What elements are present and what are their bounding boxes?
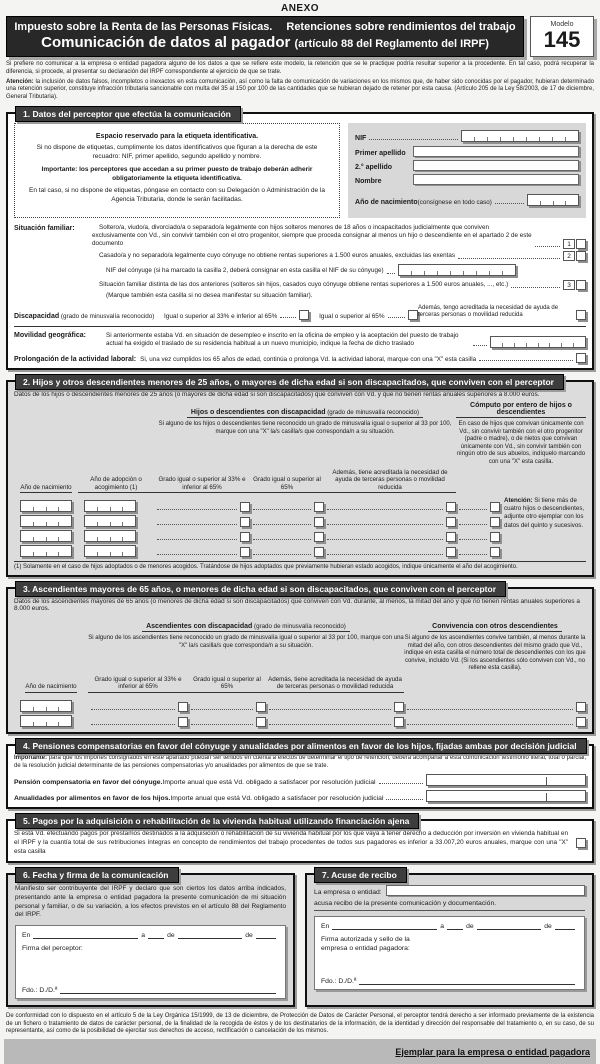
casilla-3-checkbox[interactable]	[576, 280, 586, 290]
apellido2-label: 2.° apellido	[355, 163, 393, 171]
hijo1-computo-checkbox[interactable]	[490, 502, 500, 512]
anio-input[interactable]	[256, 938, 276, 939]
asc2-grado65-checkbox[interactable]	[256, 717, 266, 727]
section-6-header: 6. Fecha y firma de la comunicación	[15, 867, 179, 883]
etiqueta-heading: Espacio reservado para la etiqueta identificativa.	[95, 132, 259, 140]
section-4-header: 4. Pensiones compensatorias en favor del cónyuge y anualidades por alimentos en favor de los hijos, fijadas ambas por decisión judicial	[15, 738, 587, 754]
col-grado-33: Grado igual o superior al 33% e inferior al 65%	[154, 476, 250, 493]
prolongacion-label: Prolongación de la actividad laboral:	[14, 356, 137, 364]
hijo4-grado33-checkbox[interactable]	[240, 547, 250, 557]
col-grado-65: Grado igual o superior al 65%	[250, 476, 324, 493]
dia-empresa-input[interactable]	[447, 929, 463, 930]
ascendiente-row-1	[14, 697, 586, 712]
nombre-input[interactable]	[413, 174, 579, 185]
firma-perceptor-label: Firma del perceptor:	[22, 944, 83, 952]
pension-conyuge-label: Pensión compensatoria en favor del cónyuge.	[14, 779, 163, 787]
hijo3-ayuda-checkbox[interactable]	[446, 532, 456, 542]
situacion-option-1-text: Soltero/a, viudo/a, divorciado/a o separado/a legalmente con hijos solteros menores de 18 años o incapacitados judicialmente que conviven exclusivamente con Vd., sin convivir también con el otro progenitor, siempre que proceda consignar al menos un hijo o descendiente en el apartado 2 de este documento	[92, 224, 532, 248]
hijo1-nacimiento-input[interactable]	[20, 500, 72, 512]
movilidad-label: Movilidad geográfica:	[14, 331, 86, 339]
hijo2-nacimiento-input[interactable]	[20, 515, 72, 527]
apellido1-input[interactable]	[413, 146, 579, 157]
hijo-row-1	[14, 497, 500, 512]
intro-paragraph: Si prefiere no comunicar a la empresa o entidad pagadora alguno de los datos a que se refiere este modelo, la retención que se le practique podría resultar superior a la procedente. En tal caso, podrá recuperar la diferencia, si procede, al presentar su declaración del IRPF correspondiente al ejercicio de que se trate.	[6, 61, 594, 75]
hijo2-grado65-checkbox[interactable]	[314, 517, 324, 527]
discapacidad-opt-33: Igual o superior al 33% e inferior al 65%	[164, 310, 309, 320]
fdo-perceptor-input[interactable]	[60, 993, 276, 994]
movilidad-row	[14, 326, 586, 348]
hijos-discapacidad-group: Hijos o descendientes con discapacidad (grado de minusvalía reconocido) Si alguno de los hijos o descendientes tiene reconocido un grado de minusvalía igual o superior al 33 por 100, marque con una "X" la/s casilla/s que corresponda/n a su situación.	[154, 401, 456, 466]
hijo3-computo-checkbox[interactable]	[490, 532, 500, 542]
etiqueta-instructions: Si no dispone de etiquetas, cumplimente los datos identificativos que figuran a la derecha de este recuadro: NIF, primer apellido, segundo apellido y nombre.	[36, 144, 318, 161]
discapacidad-row	[14, 305, 586, 320]
modelo-145-box	[530, 16, 594, 57]
section-7-acuse-recibo	[305, 870, 594, 1007]
etiqueta-contact: En tal caso, si no dispone de etiquetas, póngase en contacto con su Delegación o Administración de la Agencia Tributaria, donde le serán facilitadas.	[29, 187, 325, 204]
anio-leader	[495, 203, 524, 204]
footnote-1: (1) Solamente en el caso de hijos adoptados o de menores acogidos. Tratándose de hijos adoptados que previamente hubieran estado acogidos, indique únicamente el año del acogimiento.	[14, 561, 586, 570]
firma-empresa-box	[314, 916, 585, 990]
hijo1-grado33-checkbox[interactable]	[240, 502, 250, 512]
section-4-pensiones	[6, 740, 594, 810]
col-anio-nacimiento-asc: Año de nacimiento	[14, 683, 88, 692]
situacion-familiar-label: Situación familiar:	[14, 225, 75, 233]
hijo-row-3	[14, 527, 500, 542]
convivencia-sub: Si alguno de los ascendientes convive también, al menos durante la mitad del año, con otros descendientes del mismo grado que Vd., indique en esta casilla el número total de descendientes con los que convive, incluido Vd. (Si los ascendientes sólo conviven con Vd., no rellene esta casilla).	[404, 635, 586, 672]
anio-nacimiento-input[interactable]	[527, 194, 579, 206]
data-protection-notice: De conformidad con lo dispuesto en el artículo 5 de la Ley Orgánica 15/1999, de 13 de diciembre, de Protección de Datos de Carácter Personal, el perceptor tendrá derecho a ser informado previamente de la existencia de un fichero o tratamiento de datos de carácter personal, de la finalidad de la recogida de éstos y de los destinatarios de la información, de la identidad y dirección del responsable del tratamiento o, en su caso, de su representante, así como de la posibilidad de ejercitar sus derechos de acceso, rectificación o cancelación de los mismos.	[6, 1012, 594, 1035]
section-2-hijos-descendientes	[6, 377, 594, 577]
casilla-1-checkbox[interactable]	[576, 239, 586, 249]
vivienda-checkbox[interactable]	[576, 838, 586, 848]
anualidades-hijos-label: Anualidades por alimentos en favor de los hijos.	[14, 795, 171, 803]
form-title-line2	[11, 34, 519, 51]
casilla-1-number: 1	[563, 239, 575, 249]
asc2-nacimiento-input[interactable]	[20, 715, 72, 727]
fdo-empresa-input[interactable]	[359, 984, 575, 985]
modelo-label: Modelo	[550, 21, 574, 28]
apellido2-input[interactable]	[413, 160, 579, 171]
anio-empresa-input[interactable]	[555, 929, 575, 930]
hijo4-nacimiento-input[interactable]	[20, 545, 72, 557]
col-anio-adopcion: Año de adopción o acogimiento (1)	[78, 476, 154, 493]
ascendientes-discapacidad-group: Ascendientes con discapacidad (grado de minusvalía reconocido) Si alguno de los ascendientes tiene reconocido un grado de minusvalía igual o superior al 33 por 100, marque con una "X" la/s casilla/s que corresponda/n a su situación.	[88, 623, 404, 649]
mes-input[interactable]	[178, 938, 243, 939]
prolongacion-text: Si, una vez cumplidos los 65 años de edad, continúa o prolonga Vd. la actividad laboral, marque con una "X" esta casilla	[140, 356, 477, 364]
lugar-input[interactable]	[33, 938, 138, 939]
convivencia-group: Convivencia con otros descendientes Si alguno de los ascendientes convive también, al menos durante la mitad del año, con otros descendientes del mismo grado que Vd., indique en esta casilla el número total de descendientes con los que convive, incluido Vd. (Si los ascendientes sólo conviven con Vd., no rellene esta casilla).	[404, 623, 586, 672]
ascendientes-discapacidad-sub: Si alguno de los ascendientes tiene reconocido un grado de minusvalía igual o superior al 33 por 100, marque con una "X" la/s casilla/s que corresponda/n a su situación.	[88, 635, 404, 649]
col-grado-65-asc: Grado igual o superior al 65%	[188, 676, 266, 693]
col-ayuda-terceras: Además, tiene acreditada la necesidad de ayuda de terceras personas o movilidad reducida	[324, 469, 456, 493]
situacion-option-3-text: Situación familiar distinta de las dos anteriores (solteros sin hijos, casados cuyo cónyuge obtiene rentas superiores a 1.500 euros anuales, ..., etc.)	[99, 281, 509, 289]
movilidad-text: Si anteriormente estaba Vd. en situación de desempleo e inscrito en la oficina de empleo y la aceptación del puesto de trabajo actual ha exigido el traslado de su residencia habitual a un nuevo municipio, indique la fecha de dicho traslado	[106, 331, 459, 347]
ayuda-terceras-checkbox[interactable]	[576, 310, 586, 320]
hijo3-nacimiento-input[interactable]	[20, 530, 72, 542]
dia-input[interactable]	[148, 938, 164, 939]
etiqueta-reserved-box	[14, 123, 340, 218]
etiqueta-important: Importante: los perceptores que accedan a su primer puesto de trabajo deberán adherir obligatoriamente la etiqueta identificativa.	[41, 165, 313, 182]
col-grado-33-asc: Grado igual o superior al 33% e inferior al 65%	[88, 676, 188, 693]
section-2-intro: Datos de los hijos o descendientes menores de 25 años (o mayores de dicha edad si son discapacitados) que conviven con Vd. y que no tienen rentas anuales superiores a 8.000 euros.	[14, 391, 540, 399]
section-5-header: 5. Pagos por la adquisición o rehabilitación de la vivienda habitual utilizando financiación ajena	[15, 813, 419, 829]
section-3-ascendientes	[6, 584, 594, 733]
hijo1-adopcion-input[interactable]	[84, 500, 136, 512]
section-6-fecha-firma	[6, 870, 295, 1007]
identity-fields-panel	[348, 123, 586, 218]
modelo-number: 145	[543, 27, 581, 52]
anio-nacimiento-label: Año de nacimiento	[355, 198, 418, 206]
casilla-3-number: 3	[563, 280, 575, 290]
anualidades-hijos-row	[14, 790, 586, 802]
asc1-grado65-checkbox[interactable]	[256, 702, 266, 712]
acusa-text: acusa recibo de la presente comunicación y documentación.	[314, 900, 585, 911]
anio-nacimiento-row	[355, 194, 579, 206]
firma-empresa-label: Firma autorizada y sello de la empresa o entidad pagadora:	[321, 936, 410, 953]
section-3-intro: Datos de los ascendientes mayores de 65 años (o menores de dicha edad si son discapacitados) que conviven con Vd. durante, al menos, la mitad del año y que no tienen rentas anuales superiores a 8.000 euros.	[14, 598, 580, 613]
situacion-option-2-text: Casado/a y no separado/a legalmente cuyo cónyuge no obtiene rentas superiores a 1.500 euros anuales, excluidas las exentas	[99, 252, 456, 260]
hijo2-grado33-checkbox[interactable]	[240, 517, 250, 527]
hijo2-computo-checkbox[interactable]	[490, 517, 500, 527]
nif-label: NIF	[355, 134, 367, 142]
section-2-header: 2. Hijos y otros descendientes menores de 25 años, o mayores de dicha edad si son discapacitados, que conviven con el perceptor	[15, 374, 564, 390]
ascendientes-table	[14, 697, 586, 727]
section-1-header: 1. Datos del perceptor que efectúa la comunicación	[15, 106, 241, 122]
asc2-convivencia-checkbox[interactable]	[576, 717, 586, 727]
anualidades-hijos-text: Importe anual que está Vd. obligado a satisfacer por resolución judicial	[170, 795, 384, 803]
hijo2-ayuda-checkbox[interactable]	[446, 517, 456, 527]
nif-row	[355, 130, 579, 142]
hijo-row-4	[14, 542, 500, 557]
hijos-discapacidad-sub: Si alguno de los hijos o descendientes tiene reconocido un grado de minusvalía igual o superior al 33 por 100, marque con una "X" la/s casilla/s que corresponda/n a su situación.	[158, 421, 452, 435]
fecha-line-perceptor: En a de de	[22, 932, 279, 939]
vivienda-text: Si está Vd. efectuando pagos por préstamos destinados a la adquisición o rehabilitación de su vivienda habitual por los que vaya a tener derecho a deducción por inversión en vivienda habitual en el IRPF y la cuantía total de sus retribuciones íntegras en concepto de rendimientos del trabajo procedentes de todos sus pagadores es inferior a 33.007,20 euros anuales, marque con una "X" esta casilla	[14, 830, 568, 855]
section-1-datos-perceptor	[6, 108, 594, 370]
title-retenciones: Retenciones sobre rendimientos del trabajo	[286, 21, 516, 33]
discapacidad-65-checkbox[interactable]	[408, 310, 418, 320]
asc1-convivencia-checkbox[interactable]	[576, 702, 586, 712]
pension-conyuge-amount-input[interactable]	[426, 774, 586, 786]
title-articulo: (artículo 88 del Reglamento del IRPF)	[294, 38, 489, 50]
casilla-2-checkbox[interactable]	[576, 251, 586, 261]
form-header	[6, 16, 594, 57]
nombre-label: Nombre	[355, 177, 382, 185]
casilla-2-number: 2	[563, 251, 575, 261]
intro-notes	[6, 61, 594, 102]
fecha-line-empresa: En a de de	[321, 923, 578, 930]
discapacidad-opt-65: Igual o superior al 65%	[309, 310, 418, 320]
form-title-bar	[6, 16, 524, 57]
warning-text: la inclusión de datos falsos, incompletos o inexactos en esta comunicación, así como la falta de comunicación de variaciones en los mismos que, de haber sido conocidas por el pagador, hubieran determinado una retención superior, constituye infracción tributaria sancionable con multa del 35 al 150 por 100 de las cantidades que se hubieran dejado de retener por esta causa. (Artículo 205 de la Ley 58/2003, de 17 de diciembre, General Tributaria).	[6, 78, 594, 101]
fdo-empresa-line: Fdo.: D./D.ª	[321, 978, 578, 985]
anio-nacimiento-note: (consígnese en todo caso)	[417, 198, 492, 206]
discapacidad-label: Discapacidad (grado de minusvalía reconocido)	[14, 312, 155, 320]
nif-leader	[369, 139, 458, 140]
computo-sub: En caso de hijos que convivan únicamente con Vd., sin convivir también con el otro progenitor (padre o madre), o de nietos que convivan únicamente con Vd., sin convivir también con ningún otro de sus abuelos, indíquelo marcando con una "X" esta casilla.	[456, 421, 586, 465]
situacion-option-3-note: (Marque también esta casilla si no desea manifestar su situación familiar).	[106, 291, 313, 299]
hijo4-grado65-checkbox[interactable]	[314, 547, 324, 557]
asc1-ayuda-checkbox[interactable]	[394, 702, 404, 712]
anexo-heading: ANEXO	[280, 3, 320, 14]
hijo4-adopcion-input[interactable]	[84, 545, 136, 557]
nombre-row	[355, 174, 579, 185]
col-ayuda-terceras-asc: Además, tiene acreditada la necesidad de ayuda de terceras personas o movilidad reducida	[266, 676, 404, 693]
asc1-grado33-checkbox[interactable]	[178, 702, 188, 712]
vivienda-row	[14, 830, 586, 856]
manifiesto-text: Manifiesto ser contribuyente del IRPF y declaro que son ciertos los datos arriba indicados, presentando ante la empresa o entidad pagadora la presente comunicación de mi situación personal y familiar, o de su variación, a los efectos previstos en el artículo 88 del Reglamento del IRPF.	[15, 885, 286, 919]
nif-conyuge-text: NIF del cónyuge (si ha marcado la casilla 2, deberá consignar en esta casilla el NIF de su cónyuge)	[106, 267, 384, 275]
nif-input[interactable]	[461, 130, 579, 142]
col-anio-nacimiento: Año de nacimiento	[14, 484, 78, 493]
section-5-vivienda	[6, 816, 594, 863]
hijo1-grado65-checkbox[interactable]	[314, 502, 324, 512]
hijo3-grado33-checkbox[interactable]	[240, 532, 250, 542]
apellido2-row	[355, 160, 579, 171]
form-title-line1	[11, 21, 519, 33]
hijo4-ayuda-checkbox[interactable]	[446, 547, 456, 557]
prolongacion-row	[14, 353, 586, 363]
asc1-nacimiento-input[interactable]	[20, 700, 72, 712]
hijo3-adopcion-input[interactable]	[84, 530, 136, 542]
hijo2-adopcion-input[interactable]	[84, 515, 136, 527]
nif-conyuge-row	[106, 264, 586, 276]
mes-empresa-input[interactable]	[477, 929, 542, 930]
empresa-label: La empresa o entidad:	[314, 889, 382, 897]
discapacidad-33-checkbox[interactable]	[299, 310, 309, 320]
atencion-note: Atención: Si tiene más de cuatro hijos o descendientes, adjunte otro ejemplar con los datos del quinto y sucesivos.	[504, 497, 585, 529]
nif-conyuge-input[interactable]	[398, 264, 516, 276]
title-comunicacion: Comunicación de datos al pagador	[41, 34, 291, 51]
ascendiente-row-2	[14, 712, 586, 727]
computo-group: Cómputo por entero de hijos o descendientes En caso de hijos que convivan únicamente con Vd., sin convivir también con el otro progenitor (padre o madre), o de nietos que convivan únicamente con Vd., sin convivir también con ningún otro de sus abuelos, indíquelo marcando con una "X" esta casilla.	[456, 402, 586, 465]
asc2-ayuda-checkbox[interactable]	[394, 717, 404, 727]
apellido1-label: Primer apellido	[355, 149, 406, 157]
hijo-row-2	[14, 512, 500, 527]
warning-label: Atención:	[6, 78, 34, 85]
section-7-header: 7. Acuse de recibo	[314, 867, 407, 883]
copy-bar	[4, 1039, 596, 1064]
prolongacion-checkbox[interactable]	[576, 353, 586, 363]
hijo3-grado65-checkbox[interactable]	[314, 532, 324, 542]
pension-conyuge-row	[14, 774, 586, 786]
apellido1-row	[355, 146, 579, 157]
fecha-traslado-input[interactable]	[490, 336, 586, 348]
lugar-empresa-input[interactable]	[332, 929, 437, 930]
situacion-option-2	[92, 251, 586, 261]
title-tax: Impuesto sobre la Renta de las Personas Físicas.	[14, 21, 273, 33]
pension-conyuge-text: Importe anual que está Vd. obligado a satisfacer por resolución judicial	[162, 779, 376, 787]
hijo1-ayuda-checkbox[interactable]	[446, 502, 456, 512]
asc2-grado33-checkbox[interactable]	[178, 717, 188, 727]
situacion-option-1	[92, 224, 586, 249]
firma-perceptor-box	[15, 925, 286, 999]
warning-paragraph	[6, 79, 594, 102]
fdo-perceptor-line: Fdo.: D./D.ª	[22, 987, 279, 994]
anualidades-hijos-amount-input[interactable]	[426, 790, 586, 802]
importante-note: Importante: para que los importes consignados en este apartado puedan ser tenidos en cuenta a efectos de determinar el tipo de retención, deberá acompañar a esta comunicación testimonio literal, total o parcial, de la resolución judicial determinante de las pensiones compensatorias y/o anualidades por alimentos de que se trate.	[14, 754, 586, 769]
hijo4-computo-checkbox[interactable]	[490, 547, 500, 557]
copy-text: Ejemplar para la empresa o entidad pagadora	[395, 1047, 590, 1058]
hijos-table	[14, 497, 500, 557]
discapacidad-ayuda: Además, tengo acreditada la necesidad de ayuda de terceras personas o movilidad reducida	[418, 305, 586, 320]
section-3-header: 3. Ascendientes mayores de 65 años, o menores de dicha edad si son discapacitados, que conviven con el perceptor	[15, 581, 506, 597]
situacion-option-3	[92, 280, 586, 290]
